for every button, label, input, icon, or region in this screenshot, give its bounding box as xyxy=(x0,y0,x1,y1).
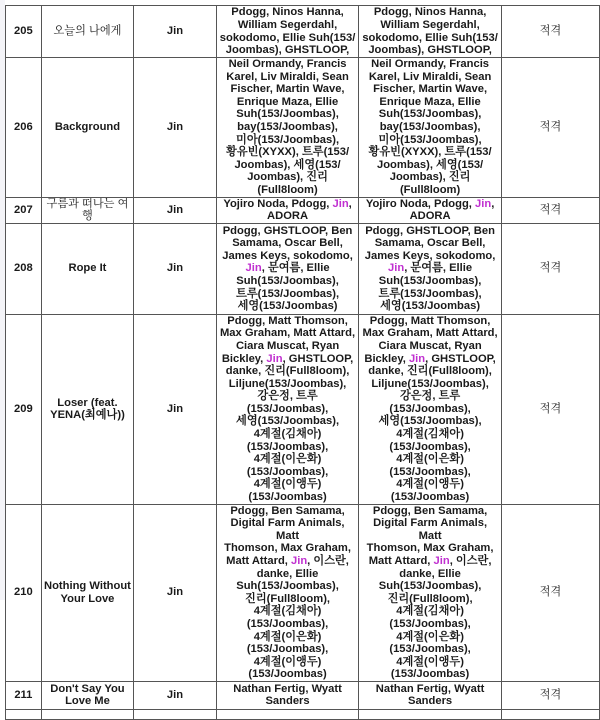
credit-line: 황유빈(XYXX), 트루(153/ xyxy=(226,146,350,159)
song-number: 205 xyxy=(6,6,42,58)
credit-line: Pdogg, Ninos Hanna, xyxy=(231,6,344,19)
credit-line: Ciara Muscat, Ryan xyxy=(235,339,340,352)
credit-line: Samama, Oscar Bell, xyxy=(374,237,486,250)
composer-cell xyxy=(359,197,502,223)
credit-line: Enrique Maza, Ellie xyxy=(236,95,339,108)
credit-line: Neil Ormandy, Francis xyxy=(228,58,347,70)
song-title: Rope It xyxy=(41,223,133,314)
credit-line: Enrique Maza, Ellie xyxy=(379,95,481,108)
credit-line: Ciara Muscat, Ryan xyxy=(378,339,482,352)
song-number: 210 xyxy=(6,504,42,681)
artist: Jin xyxy=(134,681,217,709)
credit-line: James Keys, sokodomo, xyxy=(222,249,353,262)
artist: Jin xyxy=(134,504,217,681)
lyricist-cell xyxy=(216,314,359,504)
credit-line: 4계절(이앵두)(153/Joombas) xyxy=(248,655,327,681)
title-line: Don't Say You xyxy=(50,682,125,695)
credit-line: Sanders xyxy=(265,695,310,708)
credit-line: Liljune(153/Joombas), xyxy=(371,377,489,390)
status-badge: 적격 xyxy=(501,314,599,504)
highlighted-name: Jin xyxy=(388,262,405,275)
table-row xyxy=(6,223,600,314)
credit-line: 미아(153/Joombas), xyxy=(378,133,482,146)
composer-cell xyxy=(359,58,502,198)
title-line: Nothing Without xyxy=(44,580,131,593)
credit-line: 4계절(이앵두)(153/Joombas) xyxy=(248,478,327,504)
credit-line: Nathan Fertig, Wyatt xyxy=(233,682,342,695)
credit-line xyxy=(361,198,499,211)
credit-line: 4계절(이앵두)(153/Joombas) xyxy=(390,655,470,681)
credit-line: Pdogg, Ninos Hanna, xyxy=(373,6,487,19)
credit-line xyxy=(361,353,499,366)
credit-line: Liljune(153/Joombas), xyxy=(228,377,347,390)
credit-line: danke, Ellie xyxy=(256,567,319,580)
credit-line: ADORA xyxy=(409,210,451,223)
credit-line: 4계절(이은화)(153/Joombas), xyxy=(246,630,329,656)
credit-line: bay(153/Joombas), xyxy=(379,120,481,133)
status-badge: 적격 xyxy=(501,197,599,223)
song-number: 206 xyxy=(6,58,42,198)
credit-text: Yojiro Noda, Pdogg, xyxy=(223,197,333,210)
credit-text: , xyxy=(491,197,495,210)
credit-line: 4계절(이은화)(153/Joombas), xyxy=(246,453,329,478)
credit-line: Samama, Oscar Bell, xyxy=(232,237,343,250)
credit-line xyxy=(361,262,499,275)
highlighted-name: Jin xyxy=(433,555,450,567)
credit-line: 강은정, 트루(153/Joombas), xyxy=(246,390,329,415)
status-badge: 적격 xyxy=(501,223,599,314)
credit-line: Pdogg, Ben Samama, xyxy=(372,504,488,517)
song-title: 오늘의 나에게 xyxy=(41,6,133,58)
credit-line: William Segerdahl, xyxy=(237,18,338,31)
song-credits-table xyxy=(5,5,600,720)
credit-line: 4계절(이은화)(153/Joombas), xyxy=(389,630,471,656)
credit-line: Digital Farm Animals, Matt xyxy=(230,517,345,542)
credit-text: , 이스란, xyxy=(449,555,492,567)
credit-line: Karel, Liv Miraldi, Sean xyxy=(368,70,492,83)
lyricist-cell xyxy=(216,6,359,58)
credit-line: Suh(153/Joombas), xyxy=(236,275,339,288)
credit-line: Neil Ormandy, Francis xyxy=(371,58,490,70)
composer-cell xyxy=(359,6,502,58)
credit-text: Bickley, xyxy=(364,352,409,365)
table-row xyxy=(6,6,600,58)
table-row xyxy=(6,681,600,709)
credit-text: , 문여름, Ellie xyxy=(261,262,330,275)
credit-line: Joombas), 세영(153/ xyxy=(234,158,341,171)
title-line: Your Love xyxy=(60,592,115,605)
artist: Jin xyxy=(134,314,217,504)
composer-cell xyxy=(359,504,502,681)
credit-line: 미아(153/Joombas), xyxy=(236,133,340,146)
credit-line: Digital Farm Animals, Matt xyxy=(373,517,488,542)
credit-line: ADORA xyxy=(267,210,309,223)
highlighted-name: Jin xyxy=(475,197,492,210)
credit-text: , xyxy=(348,197,352,210)
status-badge: 적격 xyxy=(501,504,599,681)
credit-line: 세영(153/Joombas), xyxy=(236,415,340,428)
highlighted-name: Jin xyxy=(408,352,426,365)
composer-cell xyxy=(359,223,502,314)
credit-line: 진리(Full8loom), xyxy=(245,592,331,605)
credit-line: Suh(153/Joombas), xyxy=(378,275,482,288)
song-number: 208 xyxy=(6,223,42,314)
credit-line: Sanders xyxy=(408,695,453,708)
credit-line: sokodomo, Ellie Suh(153/ xyxy=(362,31,498,44)
table-row-partial xyxy=(6,709,600,719)
status-badge: 적격 xyxy=(501,58,599,198)
credit-text: , GHSTLOOP, xyxy=(282,352,354,365)
song-number: 207 xyxy=(6,197,42,223)
song-title xyxy=(41,314,133,504)
title-line: Love Me xyxy=(65,695,110,708)
song-number: 211 xyxy=(6,681,42,709)
credit-line: Joombas), 진리(Full8loom) xyxy=(389,171,471,196)
credit-text: Bickley, xyxy=(221,352,267,365)
credit-text: Yojiro Noda, Pdogg, xyxy=(365,197,476,210)
credit-line: Pdogg, GHSTLOOP, Ben xyxy=(365,224,495,237)
credit-line: Joombas), GHSTLOOP, xyxy=(368,44,492,57)
credit-line xyxy=(361,555,499,568)
credit-line: Pdogg, Ben Samama, xyxy=(230,504,345,517)
credit-line: 황유빈(XYXX), 트루(153/ xyxy=(368,146,492,159)
credit-line: Max Graham, Matt Attard, xyxy=(219,327,356,340)
table-row xyxy=(6,58,600,198)
credit-line: bay(153/Joombas), xyxy=(237,120,338,133)
composer-cell xyxy=(359,681,502,709)
credit-line: 4계절(이은화)(153/Joombas), xyxy=(389,453,471,478)
credit-line xyxy=(219,198,357,211)
highlighted-name: Jin xyxy=(332,197,349,210)
title-line: YENA(최예나)) xyxy=(50,409,125,422)
credit-line: Pdogg, Matt Thomson, xyxy=(369,314,491,327)
composer-cell xyxy=(359,314,502,504)
song-title xyxy=(41,504,133,681)
artist: Jin xyxy=(134,223,217,314)
credit-line: James Keys, sokodomo, xyxy=(364,249,496,262)
credit-line xyxy=(219,353,357,366)
credit-line: 진리(Full8loom), xyxy=(387,592,473,605)
credit-line: Suh(153/Joombas), xyxy=(236,580,339,593)
credit-text: , GHSTLOOP, xyxy=(425,352,496,365)
credit-line: danke, Ellie xyxy=(399,567,461,580)
lyricist-cell xyxy=(216,223,359,314)
song-title: 구름과 떠나는 여행 xyxy=(41,197,133,223)
credit-line xyxy=(219,262,357,275)
highlighted-name: Jin xyxy=(245,262,262,275)
credit-line: 세영(153/Joombas), xyxy=(378,415,482,428)
song-title xyxy=(41,681,133,709)
song-title: Background xyxy=(41,58,133,198)
credit-line: Suh(153/Joombas), xyxy=(236,108,339,121)
credit-line: Karel, Liv Miraldi, Sean xyxy=(226,70,349,83)
credit-line: 4계절(이앵두)(153/Joombas) xyxy=(390,478,470,504)
credit-line: Nathan Fertig, Wyatt xyxy=(375,682,485,695)
credit-line: Joombas), 세영(153/ xyxy=(376,158,484,171)
table-row xyxy=(6,197,600,223)
lyricist-cell xyxy=(216,504,359,681)
highlighted-name: Jin xyxy=(291,555,308,567)
credit-line: Pdogg, GHSTLOOP, Ben xyxy=(222,224,353,237)
credit-line: Fischer, Martin Wave, xyxy=(373,83,488,96)
credit-text: Matt Attard, xyxy=(368,555,434,567)
credit-line: 세영(153/Joombas) xyxy=(380,300,481,313)
title-line: Loser (feat. xyxy=(57,396,118,409)
credit-line: Pdogg, Matt Thomson, xyxy=(227,314,348,327)
status-badge: 적격 xyxy=(501,681,599,709)
credit-line: 트루(153/Joombas), xyxy=(236,287,340,300)
credit-line: 강은정, 트루(153/Joombas), xyxy=(389,390,471,415)
credit-text: , 문여름, Ellie xyxy=(404,262,473,275)
credit-line xyxy=(219,555,357,568)
credit-line: 세영(153/Joombas) xyxy=(237,300,338,313)
credit-line: 4계절(김채아)(153/Joombas), xyxy=(389,605,471,630)
credit-text: , 이스란, xyxy=(307,555,349,567)
lyricist-cell xyxy=(216,58,359,198)
highlighted-name: Jin xyxy=(266,352,283,365)
lyricist-cell xyxy=(216,681,359,709)
table-row xyxy=(6,504,600,681)
credit-line: 4계절(김채아)(153/Joombas), xyxy=(389,428,471,453)
credit-line: 4계절(김채아)(153/Joombas), xyxy=(246,605,329,630)
artist: Jin xyxy=(134,6,217,58)
credit-line: Thomson, Max Graham, xyxy=(224,542,351,555)
credit-line: Max Graham, Matt Attard, xyxy=(362,327,498,340)
song-number: 209 xyxy=(6,314,42,504)
credit-line: danke, 진리(Full8loom), xyxy=(225,365,350,378)
lyricist-cell xyxy=(216,197,359,223)
status-badge: 적격 xyxy=(501,6,599,58)
credit-line: William Segerdahl, xyxy=(380,18,480,31)
credit-line: Joombas), GHSTLOOP, xyxy=(225,44,350,57)
credit-line: danke, 진리(Full8loom), xyxy=(368,365,492,378)
credit-line: Thomson, Max Graham, xyxy=(366,542,494,555)
credit-line: 4계절(김채아)(153/Joombas), xyxy=(246,428,329,453)
credit-text: Matt Attard, xyxy=(226,555,291,567)
credit-line: 트루(153/Joombas), xyxy=(378,287,482,300)
credit-line: Joombas), 진리(Full8loom) xyxy=(247,171,328,196)
credit-line: Suh(153/Joombas), xyxy=(378,108,482,121)
credit-line: Suh(153/Joombas), xyxy=(378,580,482,593)
artist: Jin xyxy=(134,197,217,223)
credit-line: sokodomo, Ellie Suh(153/ xyxy=(219,31,356,44)
artist: Jin xyxy=(134,58,217,198)
table-row xyxy=(6,314,600,504)
credit-line: Fischer, Martin Wave, xyxy=(230,83,345,96)
